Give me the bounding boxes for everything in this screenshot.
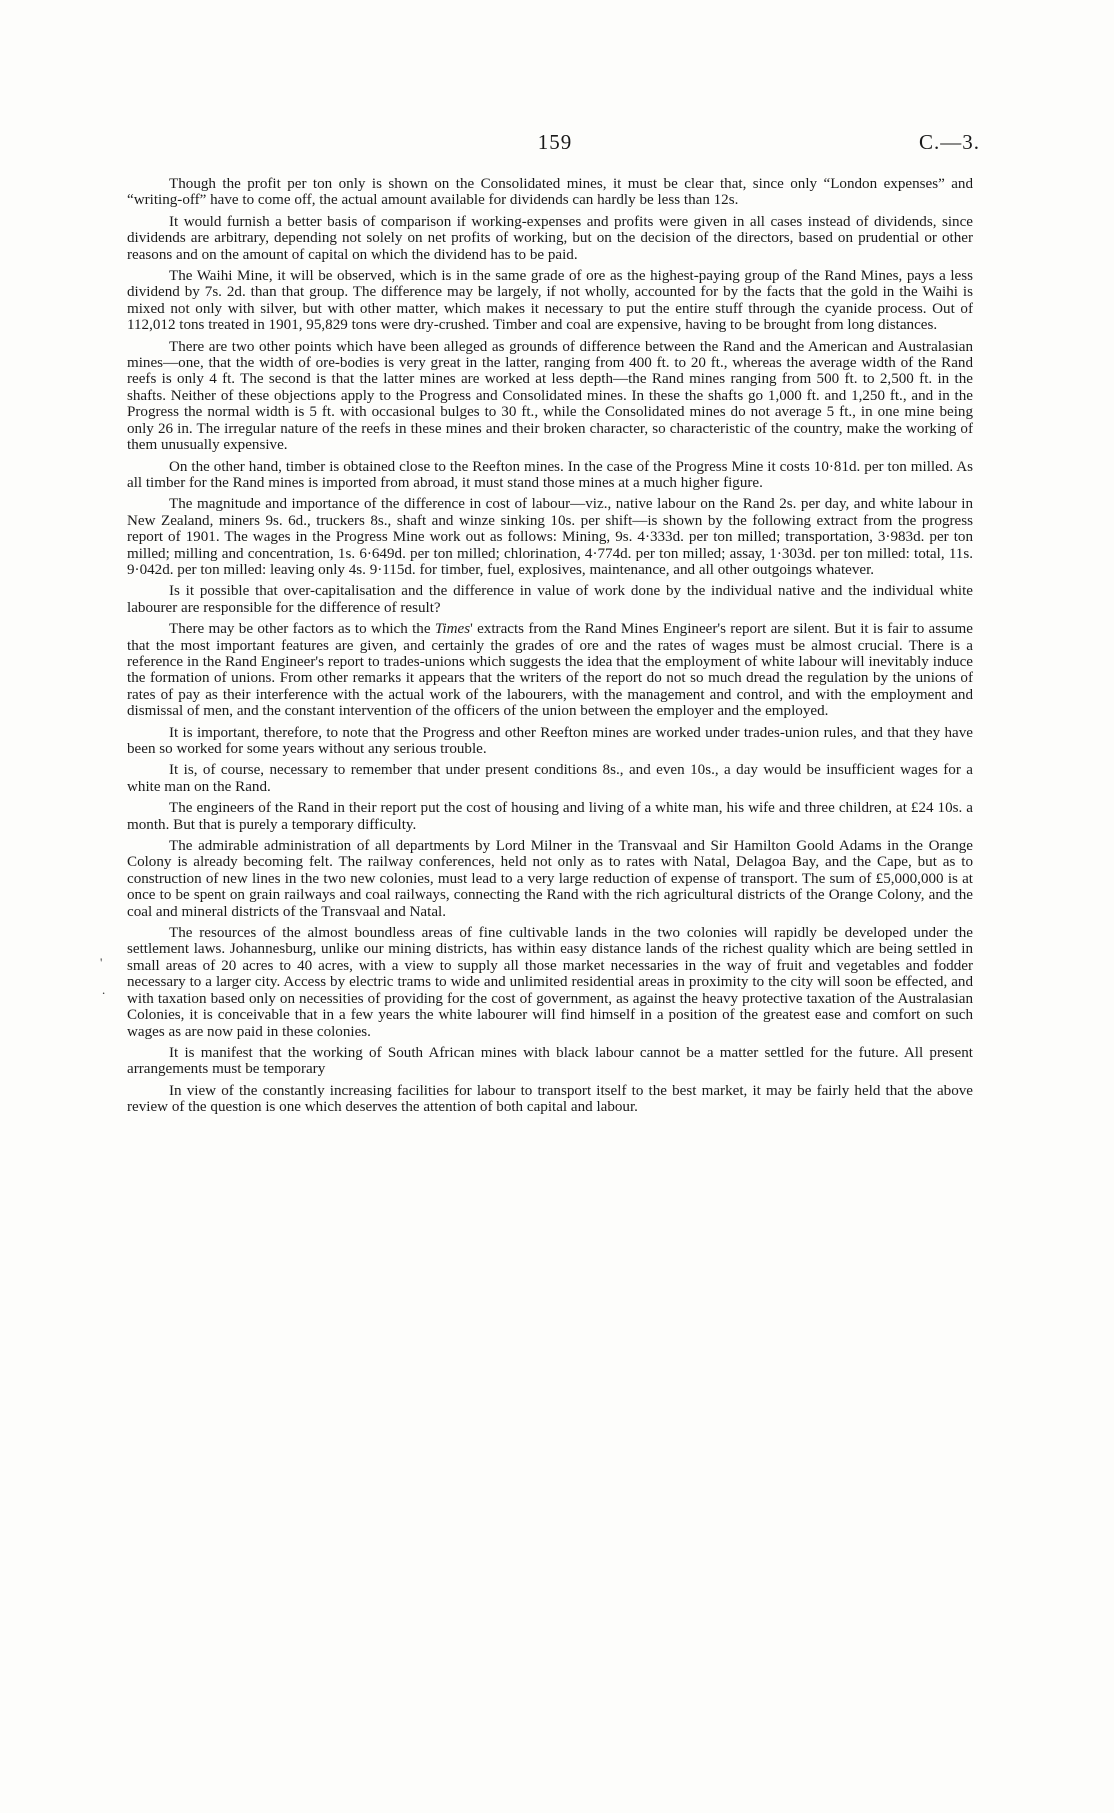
paragraph: The Waihi Mine, it will be observed, which is in the same grade of ore as the highest-paying group of the Rand Mines, pays a less dividend by 7s. 2d. than that group. The difference may be largely, if not wholly, accounted for by the facts that the gold in the Waihi is mixed not only with silver, but with other matter, which makes it necessary to put the entire stuff through the cyanide process. Out of 112,012 tons treated in 1901, 95,829 tons were dry-crushed. Timber and coal are expensive, having to be brought from long distances. [127,268,973,334]
page-number: 159 [537,130,573,154]
paragraph: There are two other points which have been alleged as grounds of difference between the Rand and the American and Australasian mines—one, that the width of ore-bodies is very great in the latter, ranging from 400 ft. to 20 ft., whereas the average width of the Rand reefs is only 4 ft. The second is that the latter mines are worked at less depth—the Rand mines ranging from 500 ft. to 2,500 ft. in the shafts. Neither of these objections apply to the Progress and Consolidated mines. In these the shafts go 1,000 ft. and 1,250 ft., and in the Progress the normal width is 5 ft. with occasional bulges to 30 ft., while the Consolidated mines do not average 5 ft., in one mine being only 26 in. The irregular nature of the reefs in these mines and their broken character, so characteristic of the country, make the working of them unusually expensive. [127,338,973,454]
paragraph: Is it possible that over-capitalisation and the difference in value of work done by the individual native and the individual white labourer are responsible for the difference of result? [127,583,973,616]
paragraph: On the other hand, timber is obtained close to the Reefton mines. In the case of the Progress Mine it costs 10·81d. per ton milled. As all timber for the Rand mines is imported from abroad, it must stand those mines at a much higher figure. [127,458,973,491]
paragraph: In view of the constantly increasing facilities for labour to transport itself to the best market, it may be fairly held that the above review of the question is one which deserves the attention of both capital and labour. [127,1082,973,1116]
paper-reference: C.—3. [918,130,980,154]
paragraph: The engineers of the Rand in their report put the cost of housing and living of a white man, his wife and three children, at £24 10s. a month. But that is purely a temporary difficulty. [127,800,973,833]
margin-mark: ' [100,955,103,970]
paragraph: The resources of the almost boundless areas of fine cultivable lands in the two colonies will rapidly be developed under the settlement laws. Johannesburg, unlike our mining districts, has within easy distance lands of the richest quality which are being settled in small areas of 20 acres to 40 acres, with a view to supply all those market necessaries in the way of fruit and vegetables and fodder necessary to a larger city. Access by electric trams to wide and unlimited residential areas in proximity to the city will soon be effected, and with taxation based only on necessities of providing for the cost of government, as against the heavy protective taxation of the Australasian Colonies, it is conceivable that in a few years the white labourer will find himself in a position of the greatest ease and comfort on such wages as are now paid in these colonies. [127,925,973,1040]
paragraph: Though the profit per ton only is shown on the Consolidated mines, it must be clear that, since only “London expenses” and “writing-off” have to come off, the actual amount available for dividends can hardly be less than 12s. [127,176,973,209]
paragraph: It is important, therefore, to note that the Progress and other Reefton mines are worked under trades-union rules, and that they have been so worked for some years without any serious trouble. [127,724,973,757]
paragraph: It is manifest that the working of South African mines with black labour cannot be a matter settled for the future. All present arrangements must be temporary [127,1044,973,1078]
paragraph: It is, of course, necessary to remember that under present conditions 8s., and even 10s., a day would be insufficient wages for a white man on the Rand. [127,762,973,795]
paragraph: It would furnish a better basis of comparison if working-expenses and profits were given in all cases instead of dividends, since dividends are arbitrary, depending not solely on net profits of working, but on the decision of the directors, based on prudential or other reasons and on the amount of capital on which the dividend has to be paid. [127,213,973,263]
margin-mark: . [102,982,106,997]
paragraph: The admirable administration of all departments by Lord Milner in the Transvaal and Sir Hamilton Goold Adams in the Orange Colony is already becoming felt. The railway conferences, held not only as to rates with Natal, Delagoa Bay, and the Cape, but as to construction of new lines in the two new colonies, must lead to a very large reduction of expense of transport. The sum of £5,000,000 is at once to be spent on grain railways and coal railways, connecting the Rand with the rich agricultural districts of the Orange Colony, and the coal and mineral districts of the Transvaal and Natal. [127,838,973,920]
paragraph: There may be other factors as to which the Times' extracts from the Rand Mines Engineer's report are silent. But it is fair to assume that the most important features are given, and certainly the grades of ore and the rates of wages must be almost crucial. There is a reference in the Rand Engineer's report to trades-unions which suggests the idea that the employment of white labour will inevitably induce the formation of unions. From other remarks it appears that the writers of the report do not so much dread the regulation by the unions of rates of pay as their interference with the actual work of the labourers, with the management and control, and with the employment and dismissal of men, and the constant intervention of the officers of the union between the employer and the employed. [127,621,973,720]
paragraph: The magnitude and importance of the difference in cost of labour—viz., native labour on the Rand 2s. per day, and white labour in New Zealand, miners 9s. 6d., truckers 8s., shaft and winze sinking 10s. per shift—is shown by the following extract from the progress report of 1901. The wages in the Progress Mine work out as follows: Mining, 9s. 4·333d. per ton milled; transportation, 3·983d. per ton milled; milling and concentration, 1s. 6·649d. per ton milled; chlorination, 4·774d. per ton milled; assay, 1·303d. per ton milled: total, 11s. 9·042d. per ton milled: leaving only 4s. 9·115d. for timber, fuel, explosives, maintenance, and all other outgoings whatever. [127,496,973,578]
body-text [127,176,973,1116]
